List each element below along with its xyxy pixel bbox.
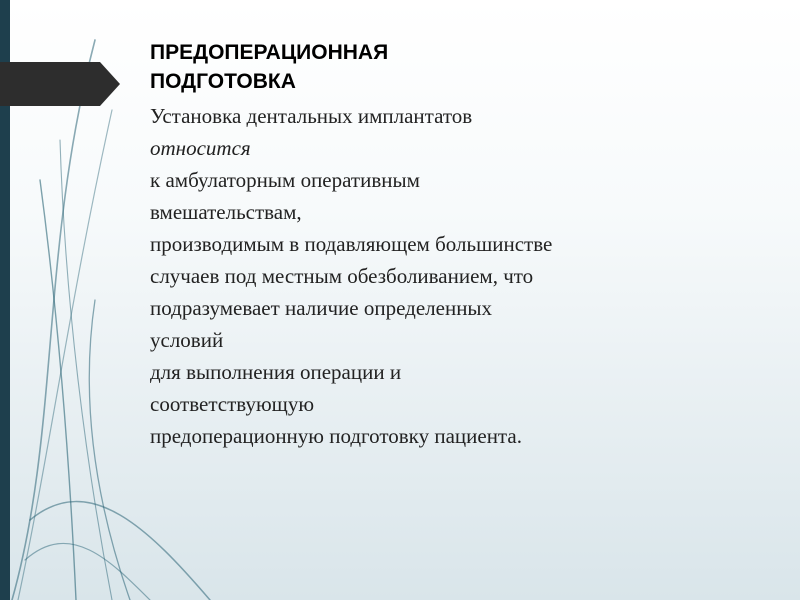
text-line: производимым в подавляющем большинстве — [150, 232, 553, 256]
text-line: к амбулаторным оперативным — [150, 168, 420, 192]
slide-title: ПРЕДОПЕРАЦИОННАЯ ПОДГОТОВКА — [150, 41, 389, 93]
text-line: условий — [150, 328, 224, 352]
text-line: предоперационную подготовку пациента. — [150, 424, 522, 448]
text-line: соответствующую — [150, 392, 315, 416]
text-line: случаев под местным обезболиванием, что — [150, 264, 534, 288]
text-line-italic: относится — [150, 136, 251, 160]
text-line: для выполнения операции и — [150, 360, 402, 384]
text-line: Установка дентальных имплантатов — [150, 104, 473, 128]
text-line: подразумевает наличие определенных — [150, 296, 493, 320]
slide-body-text — [150, 100, 750, 452]
arrow-banner — [0, 62, 120, 106]
text-line: вмешательствам, — [150, 200, 302, 224]
